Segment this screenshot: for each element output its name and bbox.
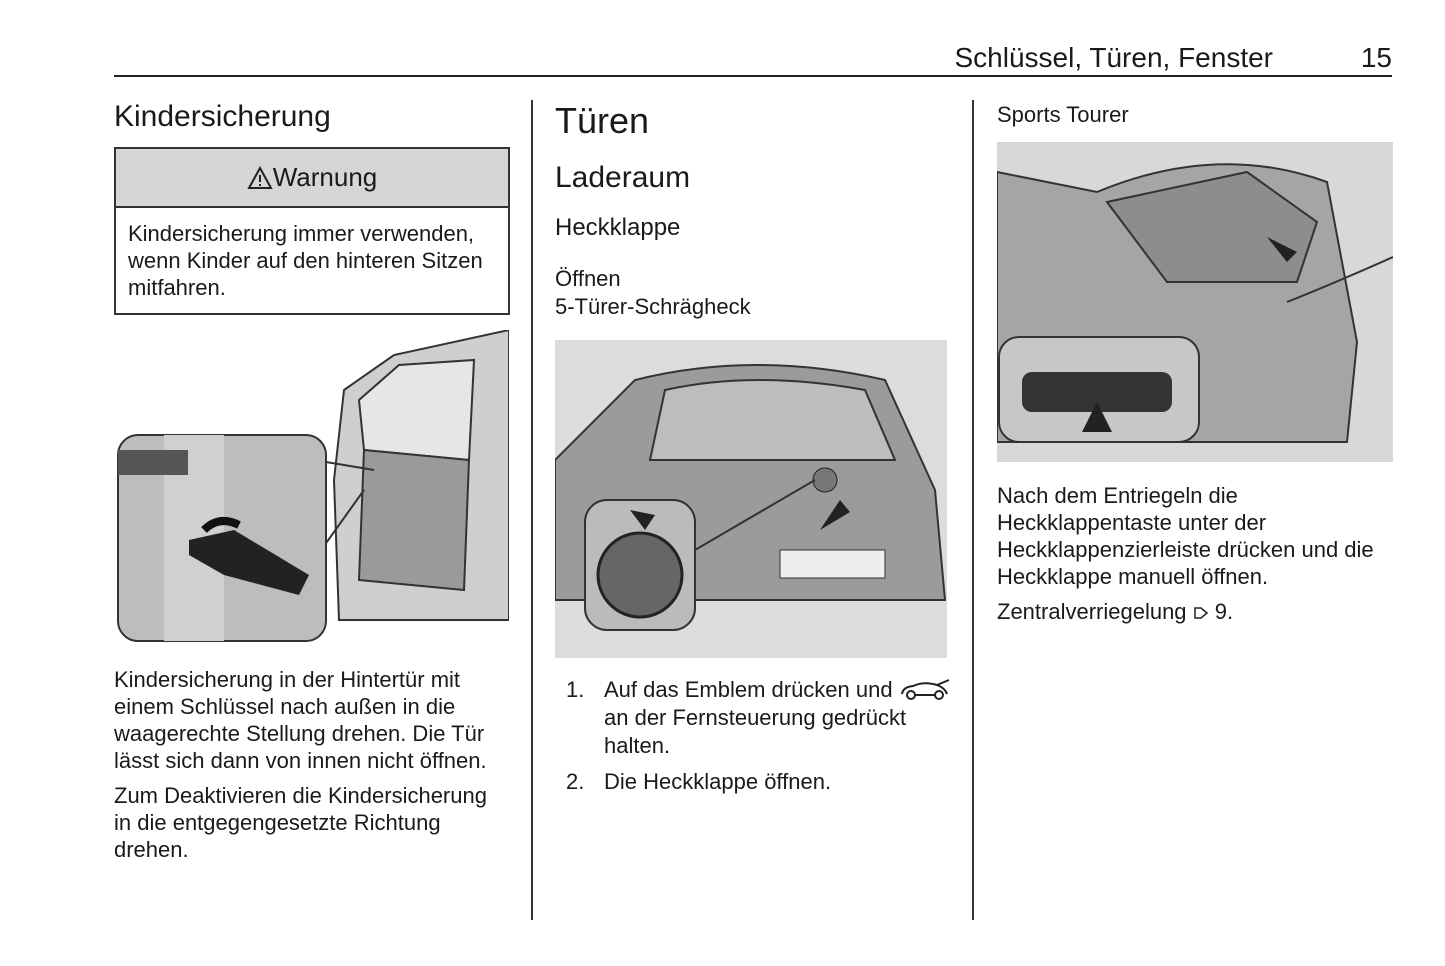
variant-label: 5-Türer-Schrägheck [555,294,751,319]
arrow-reference-icon [1193,605,1209,621]
paragraph: Nach dem Entriegeln die Heckklappentaste unter der Heckklappenzierleiste drücken und die Heckklappe manuell öffnen. [997,483,1374,589]
reference-text: Zentralverriegelung [997,599,1187,624]
heading-kindersicherung: Kindersicherung [114,100,331,133]
header-rule [114,75,1392,77]
step-text: Auf das Emblem drücken und [604,677,893,702]
child-lock-illustration [114,330,509,645]
col3-body [997,482,1392,625]
hatchback-tailgate-illustration [555,340,947,658]
cross-reference[interactable] [997,598,1392,625]
sports-tourer-tailgate-illustration [997,142,1393,462]
list-item [566,768,956,796]
car-tailgate-icon [899,677,953,701]
heading-oeffnen: Öffnen [555,266,621,291]
heading-heckklappe: Heckklappe [555,214,681,241]
steps-list [566,676,956,804]
paragraph: Kindersicherung in der Hintertür mit einem Schlüssel nach außen in die waagerechte Stellung drehen. Die Tür lässt sich dann von innen nicht öffnen. [114,667,487,773]
step-number: 1. [566,677,585,702]
list-item [566,676,956,760]
warning-triangle-icon [247,166,273,190]
warning-header [116,149,508,208]
col1-body [114,666,509,863]
paragraph: Zum Deaktivieren die Kindersicherung in die entgegengesetzte Richtung drehen. [114,783,487,862]
column-divider [531,100,533,920]
section-title: Schlüssel, Türen, Fenster [954,42,1273,73]
step-text: Die Heckklappe öffnen. [604,769,832,794]
step-number: 2. [566,769,585,794]
step-text: an der Fernsteuerung gedrückt halten. [604,705,907,758]
heading-tueren: Türen [555,100,650,141]
column-divider [972,100,974,920]
page-number: 15 [1360,42,1392,73]
heading-laderaum: Laderaum [555,161,691,194]
warning-text: Kindersicherung immer verwenden, wenn Kinder auf den hinteren Sitzen mitfahren. [128,221,483,300]
reference-page: 9. [1214,599,1234,624]
warning-label: Warnung [272,162,378,192]
variant-label: Sports Tourer [997,102,1129,127]
warning-box [114,147,510,315]
